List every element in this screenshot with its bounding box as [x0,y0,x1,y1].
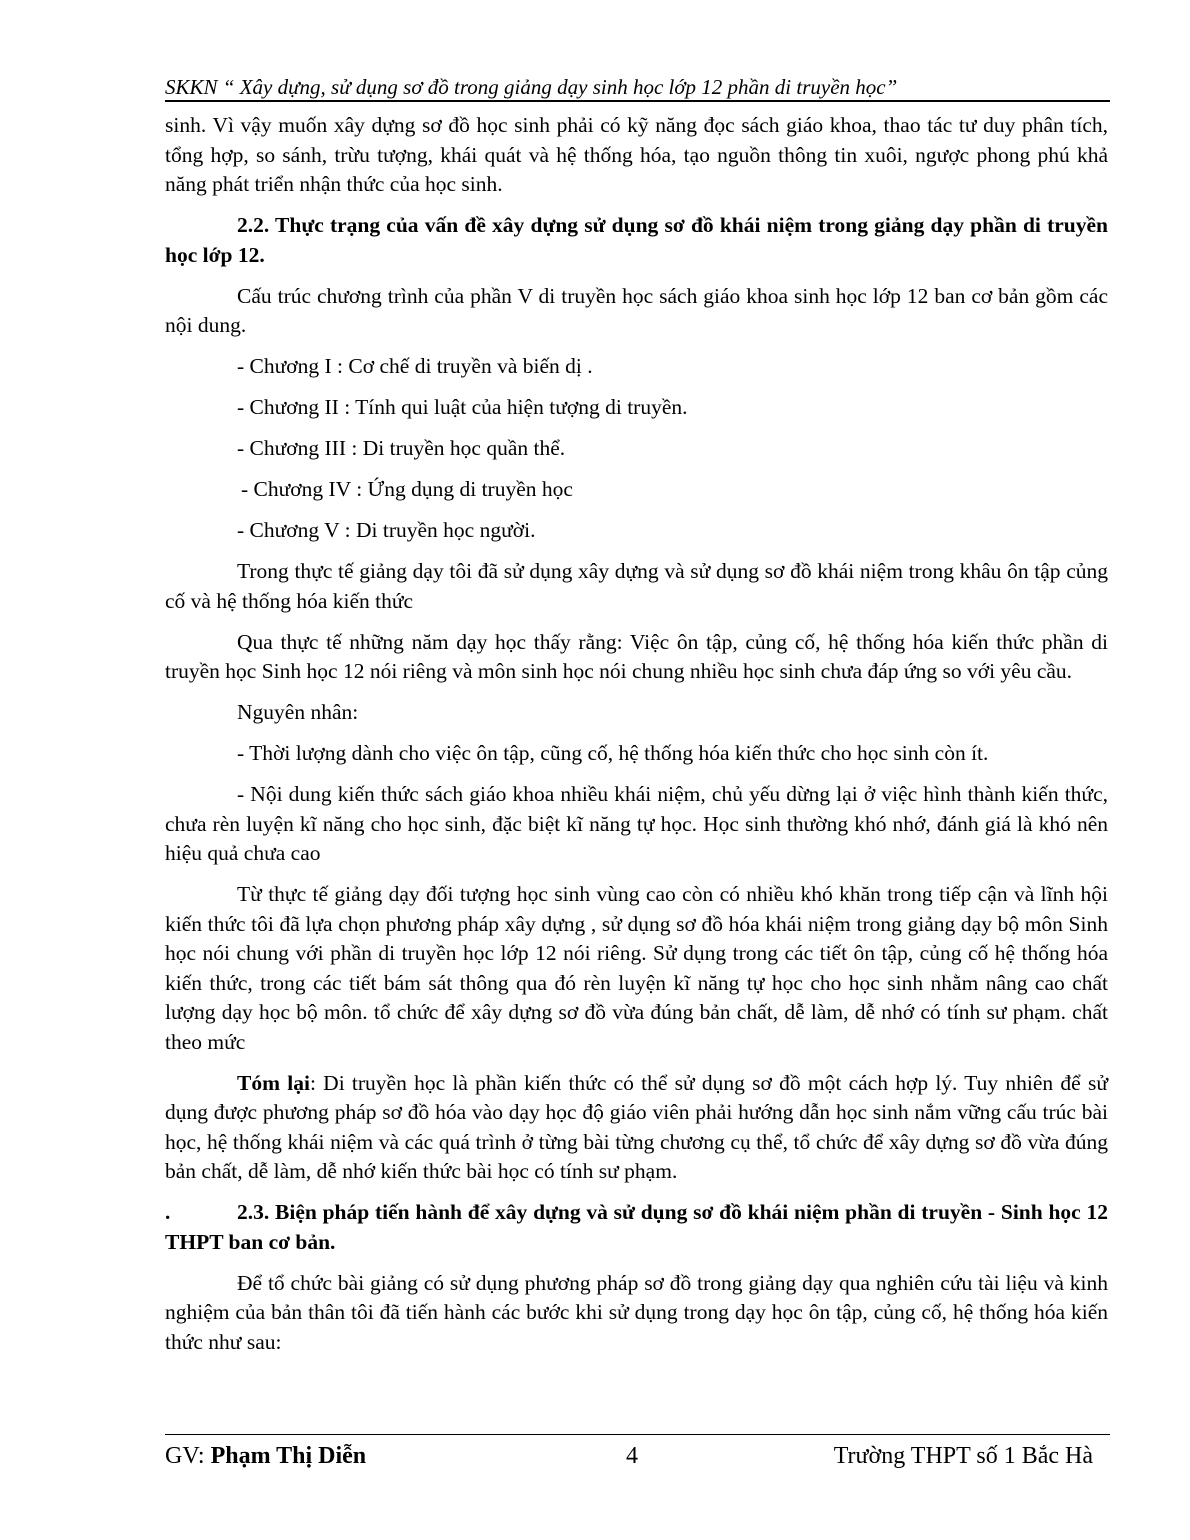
summary-text: : Di truyền học là phần kiến thức có thể sử dụng sơ đồ một cách hợp lý. Tuy nhiên để sử dụng được phương pháp sơ đồ hóa vào dạy học độ giáo viên phải hướng dẫn học sinh nắm vững cấu trúc bài học, hệ thống khái niệm và các quá trình ở từng bài từng chương cụ thể, tổ chức để xây dựng sơ đồ vừa đúng bản chất, dễ làm, dễ nhớ kiến thức bài học có tính sư phạm. [165,1070,1108,1183]
section-heading-2-3 [165,1198,1108,1257]
footer-teacher-prefix: GV: [165,1443,211,1469]
paragraph-summary [165,1069,1108,1187]
chapter-item-5: - Chương V : Di truyền học người. [237,518,536,542]
chapter-item-3: - Chương III : Di truyền học quần thể. [237,436,566,460]
paragraph-causes-label: Nguyên nhân: [237,700,359,724]
paragraph-cause-content: - Nội dung kiến thức sách giáo khoa nhiều khái niệm, chủ yếu dừng lại ở việc hình thành kiến thức, chưa rèn luyện kĩ năng cho học sinh, đặc biệt kĩ năng tự học. Học sinh thường khó nhớ, đánh giá là khó nên hiệu quả chưa cao [165,782,1108,865]
paragraph-program-structure: Cấu trúc chương trình của phần V di truyền học sách giáo khoa sinh học lớp 12 ban cơ bản gồm các nội dung. [165,283,1108,337]
paragraph-cause-time: - Thời lượng dành cho việc ôn tập, cũng cố, hệ thống hóa kiến thức cho học sinh còn ít. [237,741,989,765]
heading-leading-dot: . [165,1200,171,1224]
paragraph-approach: Từ thực tế giảng dạy đối tượng học sinh vùng cao còn có nhiều khó khăn trong tiếp cận và lĩnh hội kiến thức tôi đã lựa chọn phương pháp xây dựng , sử dụng sơ đồ hóa khái niệm trong giảng dạy bộ môn Sinh học nói chung với phần di truyền học lớp 12 nói riêng. Sử dụng trong các tiết ôn tập, củng cố hệ thống hóa kiến thức, trong các tiết bám sát thông qua đó rèn luyện kĩ năng tự học cho học sinh nhằm nâng cao chất lượng dạy học bộ môn. tổ chức để xây dựng sơ đồ vừa đúng bản chất, dễ làm, dễ nhớ có tính sư phạm. chất theo mức [165,882,1108,1054]
section-heading-2-3-text: 2.3. Biện pháp tiến hành để xây dựng và sử dụng sơ đồ khái niệm phần di truyền - Sinh học 12 THPT ban cơ bản. [165,1200,1108,1254]
section-heading-2-2: 2.2. Thực trạng của vấn đề xây dựng sử dụng sơ đồ khái niệm trong giảng dạy phần di truyền học lớp 12. [165,213,1108,267]
running-header: SKKN “ Xây dựng, sử dụng sơ đồ trong giảng dạy sinh học lớp 12 phần di truyền học” [165,75,898,99]
page-body [165,111,1108,1369]
running-footer [165,1441,1110,1471]
footer-school: Trường THPT số 1 Bắc Hà [833,1443,1093,1469]
chapter-item-2: - Chương II : Tính qui luật của hiện tượng di truyền. [237,395,688,419]
footer-teacher-name: Phạm Thị Diễn [210,1443,367,1469]
page-number: 4 [626,1443,638,1469]
chapter-item-1: - Chương I : Cơ chế di truyền và biến dị . [237,354,593,378]
footer-rule [165,1434,1110,1435]
paragraph-intro-continuation: sinh. Vì vậy muốn xây dựng sơ đồ học sinh phải có kỹ năng đọc sách giáo khoa, thao tác tư duy phân tích, tổng hợp, so sánh, trừu tượng, khái quát và hệ thống hóa, tạo nguồn thông tin xuôi, ngược phong phú khả năng phát triển nhận thức của học sinh. [165,113,1108,196]
chapter-item-4: - Chương IV : Ứng dụng di truyền học [241,477,573,501]
footer-teacher [165,1441,366,1471]
paragraph-observation: Qua thực tế những năm dạy học thấy rằng: Việc ôn tập, củng cố, hệ thống hóa kiến thức phần di truyền học Sinh học 12 nói riêng và môn sinh học nói chung nhiều học sinh chưa đáp ứng so với yêu cầu. [165,629,1108,683]
paragraph-practice: Trong thực tế giảng dạy tôi đã sử dụng xây dựng và sử dụng sơ đồ khái niệm trong khâu ôn tập củng cố và hệ thống hóa kiến thức [165,559,1108,613]
paragraph-method-steps: Để tổ chức bài giảng có sử dụng phương pháp sơ đồ trong giảng dạy qua nghiên cứu tài liệu và kinh nghiệm của bản thân tôi đã tiến hành các bước khi sử dụng trong dạy học ôn tập, củng cố, hệ thống hóa kiến thức như sau: [165,1270,1108,1354]
summary-label: Tóm lại [237,1070,310,1095]
header-rule [165,100,1110,102]
